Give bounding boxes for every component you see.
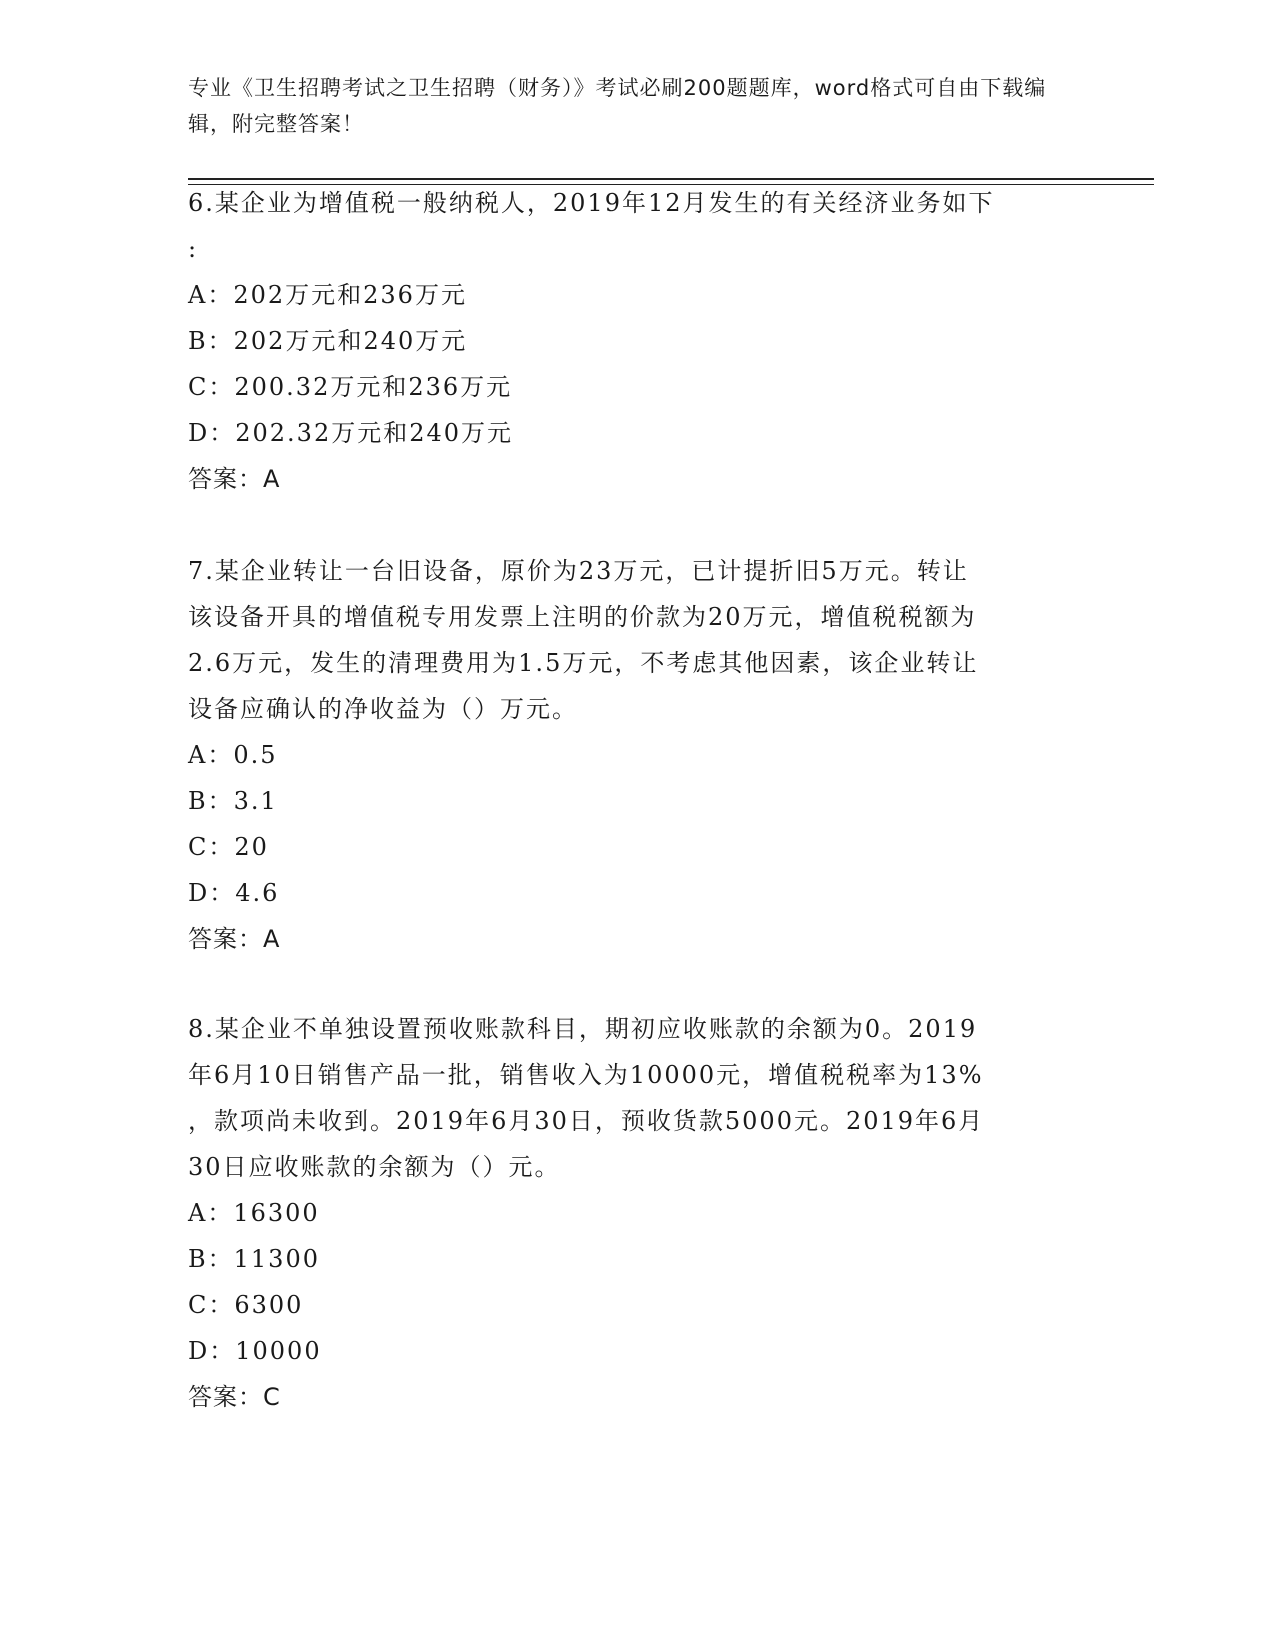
option-c: C：20: [188, 833, 269, 861]
option-b: B：202万元和240万元: [188, 327, 468, 355]
question-stem-line: 2.6万元，发生的清理费用为1.5万元，不考虑其他因素，该企业转让: [188, 649, 979, 677]
option-b: B：11300: [188, 1245, 320, 1273]
question-stem-line: 6.某企业为增值税一般纳税人，2019年12月发生的有关经济业务如下: [188, 189, 995, 217]
option-d: D：10000: [188, 1337, 322, 1365]
answer-line: 答案：A: [188, 925, 281, 953]
option-d: D：4.6: [188, 879, 280, 907]
answer-line: 答案：C: [188, 1383, 281, 1411]
option-c: C：6300: [188, 1291, 304, 1319]
option-a: A：0.5: [188, 741, 278, 769]
question-7: [188, 548, 1088, 962]
question-6: [188, 180, 1088, 502]
document-intro: 专业《卫生招聘考试之卫生招聘（财务）》考试必刷200题题库，word格式可自由下载编辑，附完整答案！: [188, 76, 1047, 136]
option-c: C：200.32万元和236万元: [188, 373, 513, 401]
question-8: [188, 1006, 1088, 1420]
option-a: A：202万元和236万元: [188, 281, 467, 309]
question-stem-line: :: [188, 235, 199, 263]
question-stem-line: 8.某企业不单独设置预收账款科目，期初应收账款的余额为0。2019: [188, 1015, 978, 1043]
answer-line: 答案：A: [188, 465, 281, 493]
option-d: D：202.32万元和240万元: [188, 419, 514, 447]
question-stem-line: ，款项尚未收到。2019年6月30日，预收货款5000元。2019年6月: [188, 1107, 985, 1135]
question-stem-line: 30日应收账款的余额为（）元。: [188, 1153, 561, 1181]
option-a: A：16300: [188, 1199, 320, 1227]
question-stem-line: 年6月10日销售产品一批，销售收入为10000元，增值税税率为13%: [188, 1061, 984, 1089]
question-stem-line: 该设备开具的增值税专用发票上注明的价款为20万元，增值税税额为: [188, 603, 977, 631]
question-stem-line: 设备应确认的净收益为（）万元。: [188, 695, 578, 723]
option-b: B：3.1: [188, 787, 278, 815]
question-stem-line: 7.某企业转让一台旧设备，原价为23万元，已计提折旧5万元。转让: [188, 557, 969, 585]
